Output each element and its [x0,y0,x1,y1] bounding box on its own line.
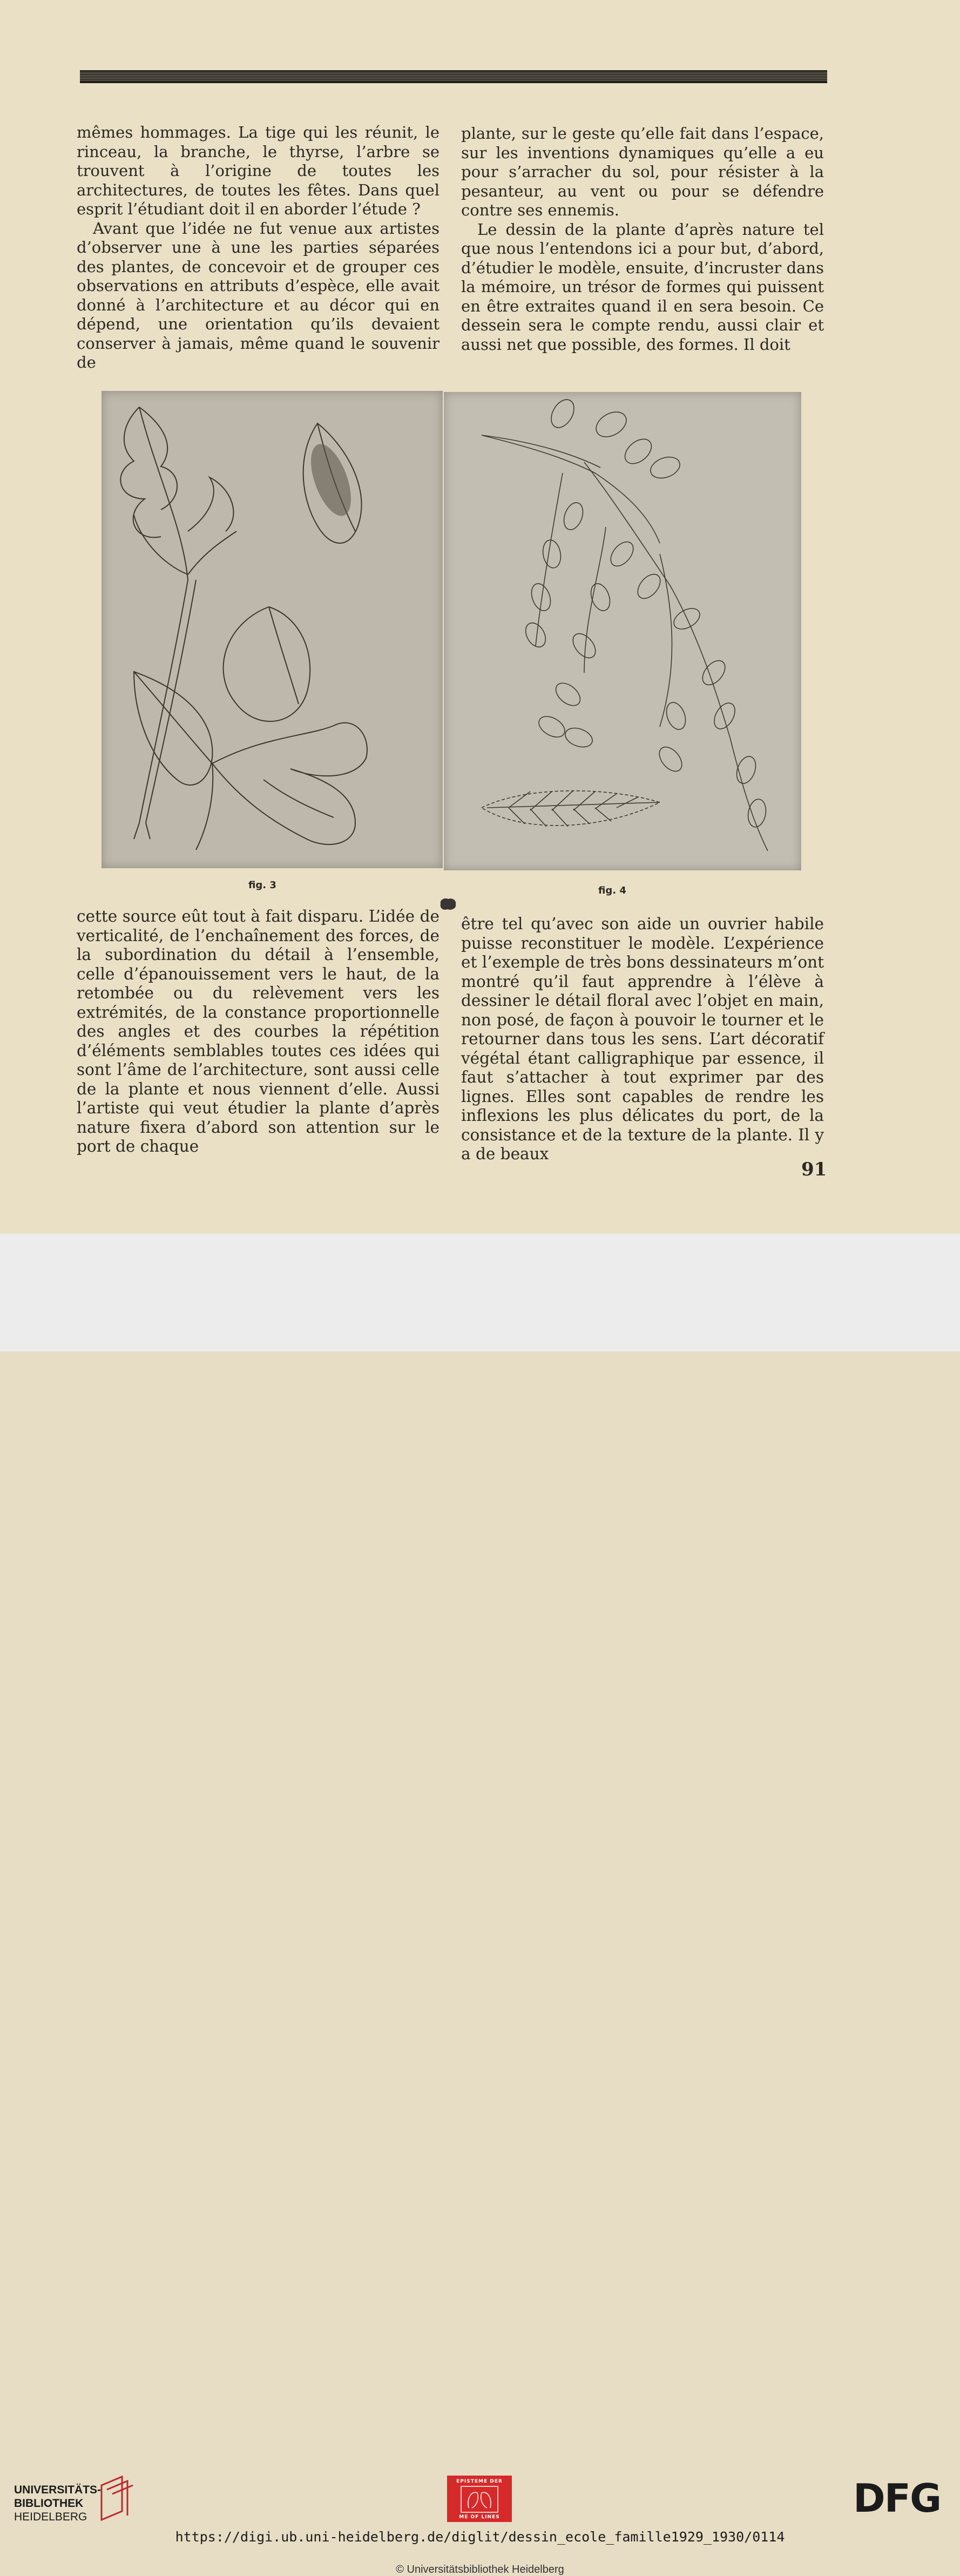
episteme-logo[interactable] [447,2476,512,2522]
paragraph: cette source eût tout à fait disparu. L’idée de verticalité, de l’enchaînement des forces, de la subordination du détail à l’ensemble, celle d’épanouissement vers le haut, de la retombée ou du relèvement vers les extrémités, de la constance proportionnelle des angles et des courbes la répétition d’éléments semblables toutes ces idées qui sont l’âme de l’architecture, sont aussi celle de la plante et nous viennent d’elle. Aussi l’artiste qui veut étudier la plante d’après nature fixera d’abord son attention sur le port de chaque [77,907,440,1155]
column-bottom-left [77,907,440,1157]
figure-3-leaf-drawing [102,391,443,868]
scanned-page [0,0,960,1234]
viewer-footer [0,1234,960,2575]
paragraph: Avant que l’idée ne fut venue aux artistes d’observer une à une les parties séparées des plantes, de concevoir et de grouper ces observations en attributs d’espèce, elle avait donné à l’architecture et au décor qui en dépend, une orientation qu’ils devaient conserver à jamais, même quand le souvenir de [77,219,440,371]
column-top-right [461,124,824,354]
paragraph: Le dessin de la plante d’après nature tel que nous l’entendons ici a pour but, d’abord, d’étudier le modèle, ensuite, d’incruster dans la mémoire, un trésor de formes qui puissent en être extraites quand il en sera besoin. Ce dessein sera le compte rendu, aussi clair et aussi net que possible, des formes. Il doit [461,220,824,354]
paragraph: être tel qu’avec son aide un ouvrier habile puisse reconstituer le modèle. L’expérience et l’exemple de très bons dessinateurs m’ont montré qu’il faut apprendre à l’élève à dessiner le détail floral avec l’objet en main, non posé, de façon à pouvoir le tourner et le retourner dans tous les sens. L’art décoratif végétal étant calligraphique par essence, il faut s’attacher à tout exprimer par des lignes. Elles sont capables de rendre les inflexions les plus délicates du port, de la consistance et de la texture de la plante. Il y a de beaux [461,915,824,1163]
library-name-line: HEIDELBERG [14,2511,87,2523]
figure-3-caption: fig. 3 [248,880,276,891]
figure-4-caption: fig. 4 [598,885,626,896]
top-rule [80,70,827,83]
permalink-url[interactable]: https://digi.ub.uni-heidelberg.de/diglit/dessin_ecole_famille1929_1930/0114 [175,2529,785,2545]
copyright-notice: © Universitätsbibliothek Heidelberg [396,2564,564,2575]
column-bottom-right [461,915,824,1164]
leaf-sketch-illustration [102,391,443,868]
dfg-logo[interactable]: DFG [853,2476,941,2521]
episteme-logo-text: ME OF LINES [459,2514,500,2520]
library-name-line: BIBLIOTHEK [14,2497,84,2510]
library-logo-text[interactable] [14,2483,101,2524]
library-logo-icon [96,2473,134,2521]
paragraph: plante, sur le geste qu’elle fait dans l’espace, sur les inventions dynamiques qu’elle a eu pour s’arracher du sol, pour résister à la pesanteur, au vent ou pour se défendre contre ses ennemis. [461,124,824,219]
page-number: 91 [801,1159,827,1180]
episteme-logo-text: EPISTEME DER [456,2479,503,2484]
column-top-left [77,123,440,373]
branch-sketch-illustration [444,392,801,870]
paragraph: mêmes hommages. La tige qui les réunit, le rinceau, la branche, le thyrse, l’arbre se trouvent à l’origine de toutes les architectures, de toutes les fêtes. Dans quel esprit l’étudiant doit il en aborder l’étude ? [77,123,440,218]
figure-4-branch-drawing [444,392,801,870]
library-name-line: UNIVERSITÄTS- [14,2484,102,2496]
ink-stamp-mark [438,896,458,911]
